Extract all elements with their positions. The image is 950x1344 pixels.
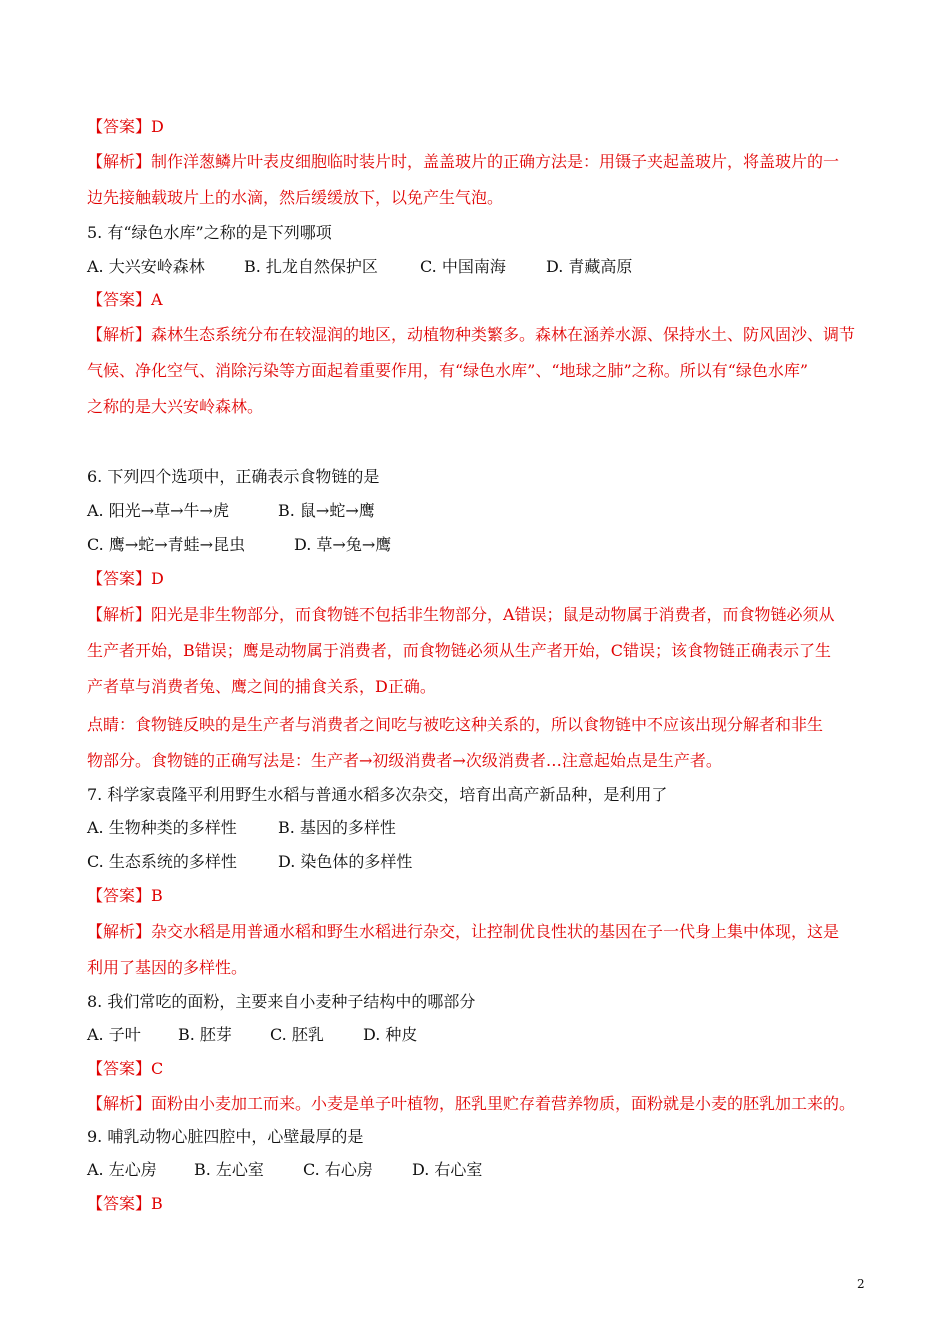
q7-analysis-line-1: 【解析】杂交水稻是用普通水稻和野生水稻进行杂交，让控制优良性状的基因在子一代身上集中体现，这是 (87, 922, 840, 941)
q6-analysis-line-1: 【解析】阳光是非生物部分，而食物链不包括非生物部分，A错误；鼠是动物属于消费者，而食物链必须从 (87, 605, 835, 624)
q7-options-row-2 (87, 852, 412, 872)
q4-analysis-line-2: 边先接触载玻片上的水滴，然后缓缓放下，以免产生气泡。 (87, 188, 504, 207)
q9-answer: 【答案】B (87, 1194, 163, 1213)
q9-option-d: D. 右心室 (412, 1160, 483, 1179)
q4-analysis-line-1: 【解析】制作洋葱鳞片叶表皮细胞临时装片时，盖盖玻片的正确方法是：用镊子夹起盖玻片，将盖玻片的一 (87, 152, 840, 171)
q8-stem: 8. 我们常吃的面粉，主要来自小麦种子结构中的哪部分 (87, 992, 476, 1011)
q6-option-d: D. 草→兔→鹰 (294, 535, 392, 554)
q6-option-b: B. 鼠→蛇→鹰 (278, 501, 375, 520)
q4-answer: 【答案】D (87, 117, 164, 136)
q5-analysis-line-2: 气候、净化空气、消除污染等方面起着重要作用，有“绿色水库”、“地球之肺”之称。所以有“绿色水库” (87, 361, 809, 380)
q8-option-b: B. 胚芽 (178, 1025, 232, 1044)
q8-option-d: D. 种皮 (363, 1025, 418, 1044)
q7-option-a: A. 生物种类的多样性 (87, 818, 237, 837)
q9-options (87, 1160, 482, 1180)
q6-analysis-line-3: 产者草与消费者兔、鹰之间的捕食关系，D正确。 (87, 677, 436, 696)
q7-option-d: D. 染色体的多样性 (278, 852, 413, 871)
q8-analysis-line-1: 【解析】面粉由小麦加工而来。小麦是单子叶植物，胚乳里贮存着营养物质，面粉就是小麦的胚乳加工来的。 (87, 1094, 856, 1113)
q9-option-a: A. 左心房 (87, 1160, 157, 1179)
q5-option-c: C. 中国南海 (420, 257, 506, 276)
q8-answer: 【答案】C (87, 1059, 164, 1078)
q5-stem: 5. 有“绿色水库”之称的是下列哪项 (87, 223, 332, 242)
q6-tip-line-1: 点睛：食物链反映的是生产者与消费者之间吃与被吃这种关系的，所以食物链中不应该出现分解者和非生 (87, 715, 824, 734)
q6-option-c: C. 鹰→蛇→青蛙→昆虫 (87, 535, 246, 554)
q6-stem: 6. 下列四个选项中，正确表示食物链的是 (87, 467, 380, 486)
q5-option-b: B. 扎龙自然保护区 (244, 257, 378, 276)
q7-answer: 【答案】B (87, 886, 163, 905)
q7-option-c: C. 生态系统的多样性 (87, 852, 237, 871)
q6-option-a: A. 阳光→草→牛→虎 (87, 501, 229, 520)
q9-stem: 9. 哺乳动物心脏四腔中，心壁最厚的是 (87, 1127, 364, 1146)
q6-analysis-line-2: 生产者开始，B错误；鹰是动物属于消费者，而食物链必须从生产者开始，C错误；该食物链正确表示了生 (87, 641, 832, 660)
q5-option-a: A. 大兴安岭森林 (87, 257, 205, 276)
q7-option-b: B. 基因的多样性 (278, 818, 396, 837)
q7-stem: 7. 科学家袁隆平利用野生水稻与普通水稻多次杂交，培育出高产新品种，是利用了 (87, 785, 668, 804)
q7-options-row-1 (87, 818, 396, 838)
q5-option-d: D. 青藏高原 (546, 257, 633, 276)
q8-options (87, 1025, 417, 1045)
q5-options (87, 257, 632, 277)
q5-analysis-line-1: 【解析】森林生态系统分布在较湿润的地区，动植物种类繁多。森林在涵养水源、保持水土、防风固沙、调节 (87, 325, 856, 344)
q9-option-c: C. 右心房 (303, 1160, 373, 1179)
q5-answer: 【答案】A (87, 290, 163, 309)
q6-options-row-1 (87, 501, 375, 521)
q8-option-a: A. 子叶 (87, 1025, 141, 1044)
page-number: 2 (857, 1277, 865, 1291)
q9-option-b: B. 左心室 (194, 1160, 264, 1179)
q7-analysis-line-2: 利用了基因的多样性。 (87, 958, 248, 977)
q6-tip-line-2: 物部分。食物链的正确写法是：生产者→初级消费者→次级消费者…注意起始点是生产者。 (87, 751, 722, 770)
q8-option-c: C. 胚乳 (270, 1025, 324, 1044)
q5-analysis-line-3: 之称的是大兴安岭森林。 (87, 397, 264, 416)
q6-options-row-2 (87, 535, 391, 555)
q6-answer: 【答案】D (87, 569, 164, 588)
